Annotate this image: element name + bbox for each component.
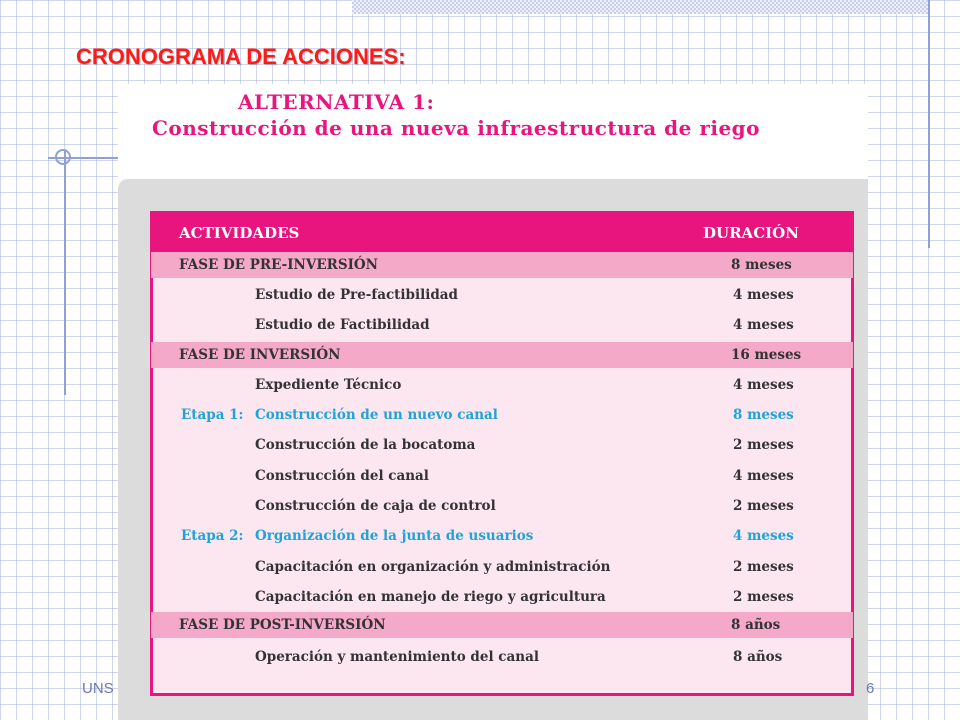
header-duration: DURACIÓN: [703, 224, 799, 242]
activity-duration: 4 meses: [733, 287, 794, 303]
activity-name: FASE DE PRE-INVERSIÓN: [179, 257, 379, 273]
activity-name: Capacitación en organización y administración: [255, 559, 611, 575]
stage-label: Etapa 2:: [181, 528, 244, 544]
figure-title-line1: ALTERNATIVA 1:: [238, 90, 435, 114]
header-activities: ACTIVIDADES: [179, 224, 300, 242]
table-header: [153, 214, 851, 252]
activity-name: Construcción de la bocatoma: [255, 437, 476, 453]
stage-row: [153, 521, 851, 551]
activity-name: Expediente Técnico: [255, 377, 402, 393]
slide-title: CRONOGRAMA DE ACCIONES:: [76, 44, 406, 69]
activity-name: FASE DE INVERSIÓN: [179, 347, 341, 363]
table-row: [153, 370, 851, 400]
slide-number: 6: [866, 680, 875, 697]
table-row: [153, 280, 851, 310]
stage-label: Etapa 1:: [181, 407, 244, 423]
table-row: [153, 461, 851, 491]
figure-panel: [118, 179, 868, 720]
activity-name: Construcción del canal: [255, 468, 429, 484]
activity-duration: 8 meses: [731, 257, 792, 273]
activity-duration: 2 meses: [733, 498, 794, 514]
table-row: [153, 310, 851, 340]
table-row: [153, 642, 851, 672]
decorative-top-band: [352, 0, 930, 14]
activity-duration: 4 meses: [733, 468, 794, 484]
activity-duration: 2 meses: [733, 437, 794, 453]
table-row: [153, 552, 851, 582]
activity-duration: 4 meses: [733, 377, 794, 393]
activity-duration: 2 meses: [733, 559, 794, 575]
activity-name: Operación y mantenimiento del canal: [255, 649, 539, 665]
phase-row: [151, 612, 853, 638]
activity-name: Construcción de caja de control: [255, 498, 496, 514]
activity-duration: 8 años: [733, 649, 783, 665]
activity-name: Construcción de un nuevo canal: [255, 407, 498, 423]
activity-name: Estudio de Factibilidad: [255, 317, 430, 333]
table-row: [153, 582, 851, 612]
phase-row: [151, 342, 853, 368]
activity-duration: 4 meses: [733, 317, 794, 333]
footer-left: UNS: [82, 680, 114, 697]
activity-duration: 16 meses: [731, 347, 802, 363]
decorative-vertical-line-left: [64, 150, 66, 395]
activity-duration: 2 meses: [733, 589, 794, 605]
activity-name: Capacitación en manejo de riego y agricultura: [255, 589, 606, 605]
phase-row: [151, 252, 853, 278]
activity-duration: 8 meses: [733, 407, 794, 423]
stage-row: [153, 400, 851, 430]
activity-name: Estudio de Pre-factibilidad: [255, 287, 458, 303]
activity-name: FASE DE POST-INVERSIÓN: [179, 617, 386, 633]
crosshair-icon: [55, 149, 71, 165]
schedule-figure: [118, 84, 868, 720]
schedule-table: [150, 211, 854, 696]
decorative-vertical-line-right: [928, 0, 930, 248]
table-row: [153, 491, 851, 521]
activity-name: Organización de la junta de usuarios: [255, 528, 534, 544]
figure-title: [108, 90, 858, 140]
activity-duration: 8 años: [731, 617, 781, 633]
activity-duration: 4 meses: [733, 528, 794, 544]
table-row: [153, 430, 851, 460]
figure-title-line2: Construcción de una nueva infraestructura de riego: [152, 116, 761, 140]
